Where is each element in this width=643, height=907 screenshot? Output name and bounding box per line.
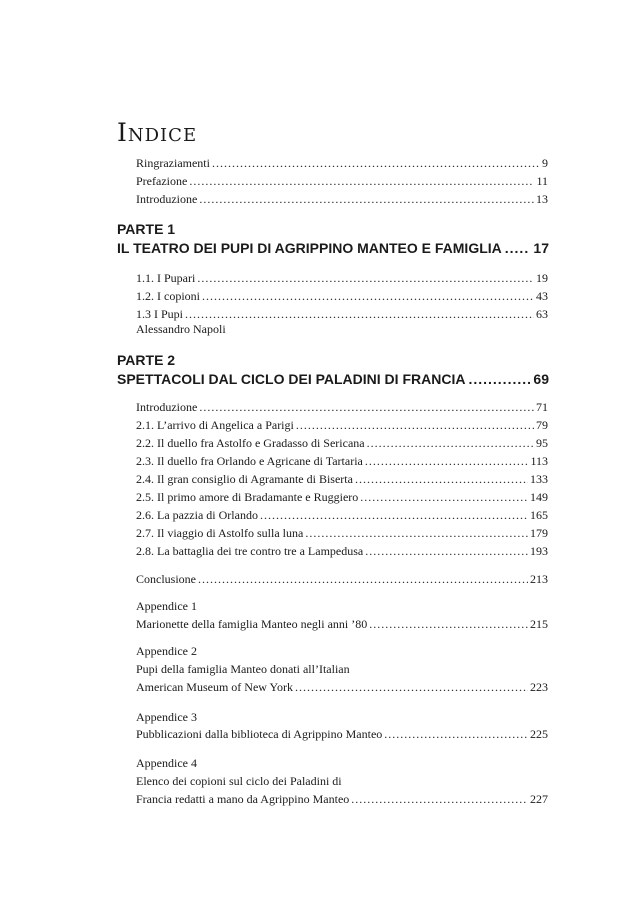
toc-entry-page: 63 (536, 307, 548, 321)
toc-entry-label: Pubblicazioni dalla biblioteca di Agrippino Manteo (136, 727, 383, 741)
page-title: Indice (117, 118, 198, 147)
toc-entry-page: 43 (536, 289, 548, 303)
toc-entry-page: 227 (530, 792, 548, 806)
leader-dots (296, 418, 534, 432)
toc-entry[interactable] (136, 727, 548, 741)
leader-dots (384, 727, 528, 741)
toc-entry[interactable] (136, 454, 548, 468)
leader-dots (365, 544, 528, 558)
toc-entry-page: 11 (536, 174, 548, 188)
toc-entry[interactable] (136, 192, 548, 206)
leader-dots (367, 436, 534, 450)
leader-dots (189, 174, 534, 188)
toc-entry[interactable] (136, 508, 548, 522)
toc-entry[interactable] (136, 544, 548, 558)
leader-dots (305, 526, 528, 540)
toc-entry[interactable] (136, 174, 548, 188)
toc-entry[interactable] (136, 490, 548, 504)
toc-entry[interactable] (136, 289, 548, 303)
toc-entry[interactable] (136, 680, 548, 694)
toc-entry-label: 2.1. L’arrivo di Angelica a Parigi (136, 418, 294, 432)
toc-entry-page: 223 (530, 680, 548, 694)
toc-entry-page: 179 (530, 526, 548, 540)
appendix-heading: Appendice 3 (136, 710, 197, 724)
toc-entry-page: 213 (530, 572, 548, 586)
leader-dots (199, 192, 534, 206)
leader-dots (212, 156, 540, 170)
leader-dots (202, 289, 534, 303)
toc-entry-label: Conclusione (136, 572, 196, 586)
leader-dots (468, 370, 530, 388)
part-heading: PARTE 1 (117, 221, 176, 237)
toc-entry-page: 13 (536, 192, 548, 206)
toc-entry-label: 2.8. La battaglia dei tre contro tre a Lampedusa (136, 544, 364, 558)
author-name: Alessandro Napoli (136, 322, 226, 336)
toc-entry-label: Introduzione (136, 400, 198, 414)
toc-entry-page: 165 (530, 508, 548, 522)
appendix-line: Pupi della famiglia Manteo donati all’Italian (136, 662, 350, 676)
leader-dots (360, 490, 528, 504)
toc-entry[interactable] (136, 307, 548, 321)
leader-dots (369, 617, 528, 631)
toc-entry-page: 95 (536, 436, 548, 450)
toc-entry-label: 2.3. Il duello fra Orlando e Agricane di Tartaria (136, 454, 363, 468)
part-title: IL TEATRO DEI PUPI DI AGRIPPINO MANTEO E FAMIGLIA (117, 240, 502, 256)
toc-entry-page: 113 (530, 454, 548, 468)
toc-entry[interactable] (136, 271, 548, 285)
part-title: SPETTACOLI DAL CICLO DEI PALADINI DI FRANCIA (117, 371, 466, 387)
appendix-heading: Appendice 1 (136, 599, 197, 613)
toc-entry[interactable] (136, 572, 548, 586)
toc-entry[interactable] (136, 526, 548, 540)
toc-entry[interactable] (136, 156, 548, 170)
toc-entry-label: 2.2. Il duello fra Astolfo e Gradasso di Sericana (136, 436, 365, 450)
leader-dots (199, 400, 534, 414)
appendix-line: Elenco dei copioni sul ciclo dei Paladini di (136, 774, 342, 788)
toc-entry-label: American Museum of New York (136, 680, 293, 694)
toc-entry-label: 2.6. La pazzia di Orlando (136, 508, 258, 522)
toc-entry-label: Francia redatti a mano da Agrippino Manteo (136, 792, 350, 806)
toc-entry-page: 9 (542, 156, 548, 170)
toc-entry-label: Introduzione (136, 192, 198, 206)
toc-entry-label: Ringraziamenti (136, 156, 210, 170)
toc-entry-label: 2.4. Il gran consiglio di Agramante di Biserta (136, 472, 353, 486)
leader-dots (197, 271, 534, 285)
part-title-entry[interactable] (117, 370, 549, 388)
toc-entry[interactable] (136, 436, 548, 450)
toc-entry[interactable] (136, 617, 548, 631)
leader-dots (295, 680, 528, 694)
toc-entry[interactable] (136, 792, 548, 806)
leader-dots (505, 239, 531, 257)
toc-entry-page: 19 (536, 271, 548, 285)
part-title-entry[interactable] (117, 239, 549, 257)
leader-dots (355, 472, 528, 486)
toc-entry[interactable] (136, 472, 548, 486)
toc-entry-page: 133 (530, 472, 548, 486)
appendix-heading: Appendice 4 (136, 756, 197, 770)
toc-entry-page: 79 (536, 418, 548, 432)
toc-entry-page: 193 (530, 544, 548, 558)
toc-entry-label: 1.1. I Pupari (136, 271, 196, 285)
toc-entry-label: Prefazione (136, 174, 188, 188)
appendix-heading: Appendice 2 (136, 644, 197, 658)
toc-entry-page: 215 (530, 617, 548, 631)
toc-entry-page: 71 (536, 400, 548, 414)
part-page: 69 (533, 371, 549, 387)
toc-entry-label: 2.5. Il primo amore di Bradamante e Ruggiero (136, 490, 359, 504)
toc-entry-label: 1.2. I copioni (136, 289, 200, 303)
leader-dots (365, 454, 529, 468)
part-page: 17 (533, 240, 549, 256)
toc-entry-label: 1.3 I Pupi (136, 307, 184, 321)
toc-entry-label: 2.7. Il viaggio di Astolfo sulla luna (136, 526, 304, 540)
toc-entry[interactable] (136, 400, 548, 414)
leader-dots (260, 508, 528, 522)
leader-dots (198, 572, 528, 586)
toc-entry[interactable] (136, 418, 548, 432)
toc-entry-page: 149 (530, 490, 548, 504)
toc-entry-label: Marionette della famiglia Manteo negli anni ’80 (136, 617, 368, 631)
part-heading: PARTE 2 (117, 352, 176, 368)
leader-dots (351, 792, 528, 806)
toc-entry-page: 225 (530, 727, 548, 741)
leader-dots (185, 307, 534, 321)
